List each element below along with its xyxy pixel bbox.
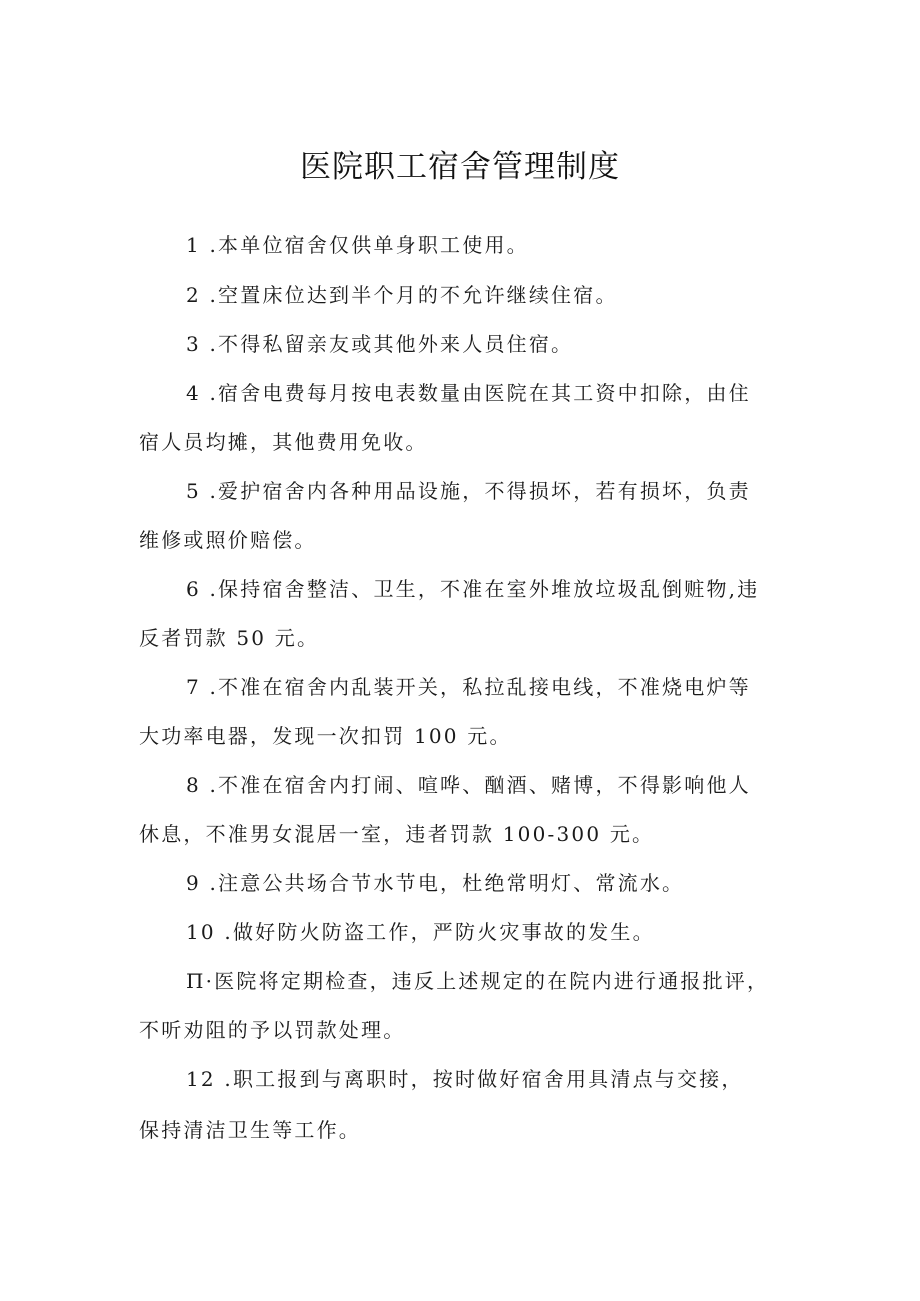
rule-6: 6 .保持宿舍整洁、卫生，不准在室外堆放垃圾乱倒赃物,违 bbox=[186, 577, 760, 601]
rule-12: 12 .职工报到与离职时，按时做好宿舍用具清点与交接， bbox=[186, 1067, 744, 1091]
rule-7: 7 .不准在宿舍内乱装开关，私拉乱接电线，不准烧电炉等 bbox=[186, 675, 751, 699]
rule-6-continued: 反者罚款 50 元。 bbox=[139, 626, 320, 650]
rule-7-continued: 大功率电器，发现一次扣罚 100 元。 bbox=[139, 724, 512, 748]
rule-4: 4 .宿舍电费每月按电表数量由医院在其工资中扣除，由住 bbox=[186, 381, 751, 405]
rule-12-continued: 保持清洁卫生等工作。 bbox=[139, 1118, 361, 1142]
rule-2: 2 .空置床位达到半个月的不允许继续住宿。 bbox=[186, 283, 618, 307]
rule-8-continued: 休息，不准男女混居一室，违者罚款 100-300 元。 bbox=[139, 822, 655, 846]
rule-1: 1 .本单位宿舍仅供单身职工使用。 bbox=[186, 233, 529, 257]
rule-9: 9 .注意公共场合节水节电，杜绝常明灯、常流水。 bbox=[186, 871, 685, 895]
rule-11-continued: 不听劝阻的予以罚款处理。 bbox=[139, 1018, 406, 1042]
rule-4-continued: 宿人员均摊，其他费用免收。 bbox=[139, 430, 428, 454]
rule-5-continued: 维修或照价赔偿。 bbox=[139, 528, 317, 552]
rule-3: 3 .不得私留亲友或其他外来人员住宿。 bbox=[186, 332, 574, 356]
rule-10: 10 .做好防火防盗工作，严防火灾事故的发生。 bbox=[186, 920, 655, 944]
rule-8: 8 .不准在宿舍内打闹、喧哗、酗酒、赌博，不得影响他人 bbox=[186, 773, 751, 797]
document-title: 医院职工宿舍管理制度 bbox=[300, 149, 620, 185]
rule-5: 5 .爱护宿舍内各种用品设施，不得损坏，若有损坏，负责 bbox=[186, 479, 751, 503]
rule-11: Π·医院将定期检查，违反上述规定的在院内进行通报批评， bbox=[186, 969, 770, 993]
